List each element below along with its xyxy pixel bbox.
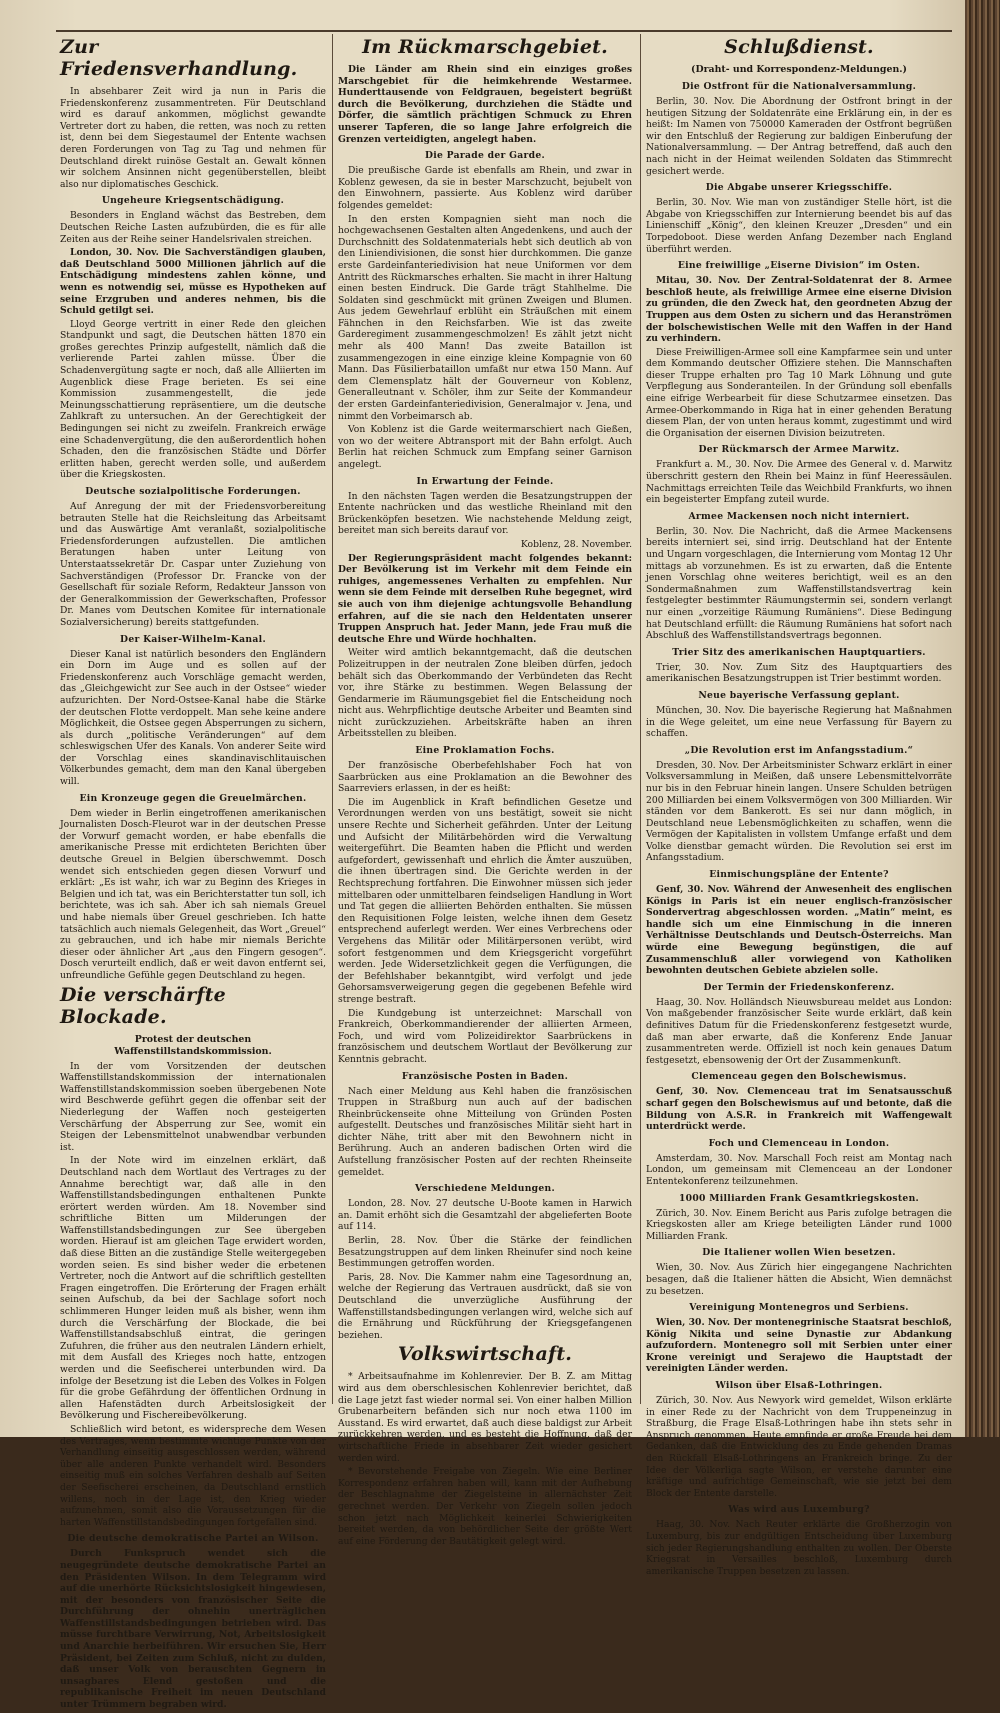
- article-paragraph: München, 30. Nov. Die bayerische Regierung hat Maßnahmen in die Wege geleitet, um eine neue Verfassung für Bayern zu schaffen.: [646, 704, 952, 740]
- section-heading: Der Termin der Friedenskonferenz.: [703, 981, 895, 993]
- article-paragraph: London, 28. Nov. 27 deutsche U-Boote kamen in Harwich an. Damit erhöht sich die Gesamtzahl der abgelieferten Boote auf 114.: [338, 1198, 632, 1233]
- section-heading: Was wird aus Luxemburg?: [728, 1504, 870, 1516]
- article-paragraph: Berlin, 30. Nov. Die Nachricht, daß die Armee Mackensens bereits interniert sei, sind irrig. Deutschland hat der Entente und Ungarn vorgeschlagen, die Internierung vom Montag 12 Uhr mittags ab vorzunehmen. Es ist zu erwarten, daß die Entente jenen Vorschlag ohne weiteres berichtigt, weil es an den Sondermaßnahmen zum Waffenstillstandsvertrag kein festgelegter bestimmter Räumungstermin sei, sondern verlangt nur einen „vorzeitige Räumung Rumäniens“. Diese Bedingung hat Deutschland erfüllt: die Räumung Rumäniens hat sofort nach Abschluß des Waffenstillstandsvertrags begonnen.: [646, 525, 952, 642]
- section-heading: Einmischungspläne der Entente?: [709, 869, 889, 881]
- article-paragraph: In den nächsten Tagen werden die Besatzungstruppen der Entente nachrücken und das westliche Rheinland mit den Brückenköpfen besetzen. Wie nachstehende Meldung zeigt, bereitet man sich bereits darauf vor.: [338, 490, 632, 537]
- article-paragraph: Schließlich wird betont, es widerspreche dem Wesen des Vertrages, wenn bestimmte wichtige Punkte von der Verhandlung einseitig ausgeschlossen werden, während über alle anderen Punkte verhandelt wird. Besonders einseitig muß ein solches Verfahren deshalb auf Seiten der Seefischerei erscheinen, da Deutschland ernstlich willens, noch in der Lage ist, den Krieg wieder aufzunehmen, somit also die Voraussetzungen für die harten Waffenstillstandsbedingungen fortgefallen sind.: [60, 1423, 326, 1528]
- article-paragraph: Wien, 30. Nov. Der montenegrinische Staatsrat beschloß, König Nikita und seine Dynastie zur Abdankung aufzufordern. Montenegro soll mit Serbien unter einer Krone vereinigt und Serajewo die Hauptstadt der vereinigten Länder werden.: [646, 1317, 952, 1375]
- section-heading: Trier Sitz des amerikanischen Hauptquartiers.: [672, 646, 926, 658]
- article-paragraph: In der Note wird im einzelnen erklärt, daß Deutschland nach dem Wortlaut des Vertrages zu der Annahme berechtigt war, daß alle in den Waffenstillstandsbedingungen enthaltenen Punkte erörtert werden würden. Am 18. November sind schriftliche Bitten um Milderungen der Waffenstillstandsbedingungen zur See übergeben worden. Hierauf ist am gleichen Tage erwidert worden, daß diese Bitten an die zuständige Stelle weitergegeben worden seien. Es sind bisher weder die erbetenen Vertreter, noch die Antwort auf die schriftlich gestellten Fragen eingetroffen. Die Erörterung der Fragen erhält seinen Aufschub, da bei der Sachlage sofort noch schlimmeren Hunger leiden muß als bisher, wenn ihm durch die Verschärfung der Blockade, die bei Waffenstillstandsabschluß eintrat, die geringen Zufuhren, die früher aus den neutralen Ländern erhielt, mit dem Ausfall des Krieges noch hatte, entzogen werden und die Seefischerei unterbunden wird. Da infolge der Besetzung ist die Leben des Volkes in Folgen für die grobe Gefährdung der öffentlichen Ordnung in allen Hafenstädten durch Arbeitslosigkeit der Bevölkerung und Fischereibevölkerung.: [60, 1155, 326, 1422]
- section-heading: Clemenceau gegen den Bolschewismus.: [691, 1071, 907, 1083]
- article-paragraph: Amsterdam, 30. Nov. Marschall Foch reist am Montag nach London, um gemeinsam mit Clemenceau an der Londoner Ententekonferenz teilzunehmen.: [646, 1152, 952, 1187]
- section-heading: Vereinigung Montenegros und Serbiens.: [689, 1302, 909, 1314]
- article-paragraph: Berlin, 30. Nov. Die Abordnung der Ostfront bringt in der heutigen Sitzung der Soldatenräte eine Erklärung ein, in der es heißt: Im Namen von 750000 Kameraden der Ostfront begrüßen wir den Entschluß der Regierung zur baldigen Einberufung der Nationalversammlung. — Der Antrag betreffend, daß auch den nach nicht in der Heimat weilenden Soldaten das Stimmrecht gesichert werde.: [646, 96, 952, 177]
- article-paragraph: Die Kundgebung ist unterzeichnet: Marschall von Frankreich, Oberkommandierender der alliierten Armeen, Foch, und wird vom Polizeidirektor Saarbrückens in französischem und deutschem Wortlaut der Bevölkerung zur Kenntnis gebracht.: [338, 1007, 632, 1065]
- article-paragraph: Frankfurt a. M., 30. Nov. Die Armee des General v. d. Marwitz überschritt gestern den Rhein bei Mainz in fünf Heeressäulen. Nachmittags erreichten Teile das Weichbild Frankfurts, wo ihnen ein begeisterter Empfang zuteil wurde.: [646, 459, 952, 506]
- section-heading: Eine Proklamation Fochs.: [415, 745, 555, 757]
- article-subheadline: Protest der deutschen Waffenstillstandskommission.: [114, 1033, 272, 1057]
- article-paragraph: Berlin, 30. Nov. Wie man von zuständiger Stelle hört, ist die Abgabe von Kriegsschiffen zur Internierung beendet bis auf das Linienschiff „König“, den kleinen Kreuzer „Dresden“ und ein Torpedoboot. Diese werden Anfang Dezember nach England überführt werden.: [646, 197, 952, 255]
- column-rule: [640, 34, 641, 1404]
- article-paragraph: Zürich, 30. Nov. Einem Bericht aus Paris zufolge betragen die Kriegskosten aller am Kriege beteiligten Länder rund 1000 Milliarden Frank.: [646, 1207, 952, 1242]
- article-subheadline: (Draht- und Korrespondenz-Meldungen.): [691, 64, 907, 75]
- section-heading: Ein Kronzeuge gegen die Greuelmärchen.: [79, 792, 307, 804]
- article-paragraph: Berlin, 28. Nov. Über die Stärke der feindlichen Besatzungstruppen auf dem linken Rheinufer sind noch keine Bestimmungen getroffen worden.: [338, 1235, 632, 1270]
- section-heading: Die Parade der Garde.: [424, 150, 546, 162]
- article-paragraph: Besonders in England wächst das Bestreben, dem Deutschen Reiche Lasten aufzubürden, die es für alle Zeiten aus der Reihe seiner Handelsrivalen streichen.: [60, 210, 326, 245]
- page-edge: [965, 0, 1000, 1437]
- article-paragraph: Die preußische Garde ist ebenfalls am Rhein, und zwar in Koblenz gewesen, da sie in bester Marschzucht, bejubelt von den Einwohnern, passierte. Aus Koblenz wird darüber folgendes gemeldet:: [338, 165, 632, 211]
- section-heading: Der Kaiser-Wilhelm-Kanal.: [120, 633, 266, 645]
- column-left: [60, 34, 326, 1713]
- section-heading: Die Ostfront für die Nationalversammlung.: [681, 81, 917, 92]
- section-heading: 1000 Milliarden Frank Gesamtkriegskosten.: [678, 1192, 920, 1204]
- article-paragraph: Haag, 30. Nov. Nach Reuter erklärte die Großherzogin von Luxemburg, bis zur endgültigen Entscheidung über Luxemburg sich jeder Regierungshandlung enthalten zu wollen. Der Oberste Kriegsrat in Versailles beschloß, Luxemburg durch amerikanische Truppen besetzen zu lassen.: [646, 1519, 952, 1577]
- article-paragraph: * Arbeitsaufnahme im Kohlenrevier. Der B. Z. am Mittag wird aus dem oberschlesischen Kohlenrevier berichtet, daß die Lage jetzt fast wieder normal sei. Von einer halben Million Grubenarbeitern befänden sich nur noch etwa 1100 im Ausstand. Es wird erwartet, daß auch diese baldigst zur Arbeit zurückkehren werden, und es besteht die Hoffnung, daß der wirtschaftliche Friede in absehbarer Zeit wieder gesichert werden wird.: [338, 1371, 632, 1464]
- article-headline: Volkswirtschaft.: [397, 1343, 573, 1366]
- article-paragraph: Lloyd George vertritt in einer Rede den gleichen Standpunkt und sagt, die Deutschen hätten 1870 ein großes gerechtes Prinzip aufgestellt, nämlich daß die verlierende Partei zahlen müsse. Über die Schadenvergütung sagte er noch, daß alle Alliierten im Augenblick diese Frage berieten. Es sei eine Kommission zusammengestellt, die jede Meinungsschattierung repräsentiere, um die deutsche Zahlkraft zu untersuchen. An der Gerechtigkeit der Bedingungen sei nicht zu zweifeln. Frankreich erwäge eine Schadenvergütung, die den außerordentlich hohen Schaden, den die französischen Städte und Dörfer erlitten haben, gerecht werden solle, und außerdem über die Kriegskosten.: [60, 318, 326, 481]
- section-heading: Die deutsche demokratische Partei an Wilson.: [67, 1533, 319, 1545]
- column-middle: [338, 34, 632, 1549]
- article-paragraph: Dieser Kanal ist natürlich besonders den Engländern ein Dorn im Auge und es sollen auf der Friedenskonferenz auch Vorschläge gemacht werden, das „Gleichgewicht zur See auch in der Ostsee“ wieder aufzurichten. Der Nord-Ostsee-Kanal habe die Stärke der deutschen Flotte verdoppelt. Man sehe keine andere Möglichkeit, die Ostsee gegen Absperrungen zu sichern, als durch „politische Veränderungen“ auf dem schleswigschen Ufer des Kanals. Von anderer Seite wird der Vorschlag eines skandinavischlitauischen Völkerbundes gemacht, dem man den Kanal übergeben will.: [60, 648, 326, 788]
- article-paragraph: * Bevorstehende Freigabe von Ziegeln. Wie eine Berliner Korrespondenz erfahren haben will, kann mit der Aufhebung der Beschlagnahme der Ziegelsteine in allernächster Zeit gerechnet werden. Der Verkehr von Ziegeln sollen jedoch schon jetzt nach Möglichkeit keinerlei Schwierigkeiten bereitet werden, da von behördlicher Seite der größte Wert auf eine Förderung der Bautätigkeit gelegt wird.: [338, 1466, 632, 1547]
- dateline: Koblenz, 28. November.: [520, 538, 632, 550]
- section-heading: Französische Posten in Baden.: [401, 1070, 569, 1082]
- section-heading: Der Rückmarsch der Armee Marwitz.: [698, 444, 900, 456]
- section-heading: Ungeheure Kriegsentschädigung.: [101, 195, 285, 207]
- article-paragraph: Der Regierungspräsident macht folgendes bekannt: Der Bevölkerung ist im Verkehr mit dem Feinde ein ruhiges, angemessenes Verhalten zu empfehlen. Nur wenn sie dem Feinde mit derselben Ruhe begegnet, wird sie auch von ihm diejenige achtungsvolle Behandlung erfahren, auf die sie nach den Heldentaten unserer Truppen Anspruch hat. Jeder Mann, jede Frau muß die deutsche Ehre und Würde hochhalten.: [338, 552, 632, 645]
- article-headline: Die verschärfte Blockade.: [60, 983, 226, 1028]
- article-paragraph: Genf, 30. Nov. Clemenceau trat im Senatsausschuß scharf gegen den Bolschewismus auf und betonte, daß die Bildung von A.S.R. in Frankreich mit Waffengewalt unterdrückt werde.: [646, 1086, 952, 1133]
- article-paragraph: London, 30. Nov. Die Sachverständigen glauben, daß Deutschland 5000 Millionen jährlich auf die Entschädigung mindestens zahlen könne, und wenn es notwendig sei, müsse es Hypotheken auf seine Erzgruben und anderes nehmen, bis die Schuld getilgt sei.: [60, 247, 326, 317]
- article-headline: Zur Friedensverhandlung.: [60, 36, 298, 80]
- article-paragraph: Zürich, 30. Nov. Aus Newyork wird gemeldet, Wilson erklärte in einer Rede zu der Nachricht von dem Truppeneinzug in Straßburg, die Frage Elsaß-Lothringen habe ihn stets sehr in Anspruch genommen. Heute empfinde er große Freude bei dem Gedanken, daß die Entwicklung des zu Ende gehenden Dramas den Rückfall Elsaß-Lothringens an Frankreich bringe. Zu der Idee der Völkerliga sagte Wilson, er verstehe darunter eine kräftige und aufrichtige Gemeinschaft, wie sie jetzt bei dem Block der Entente darstelle.: [646, 1395, 952, 1499]
- article-paragraph: Nach einer Meldung aus Kehl haben die französischen Truppen in Straßburg nun auch auf der badischen Rheinbrückenseite ohne Mitteilung von Gründen Posten aufgestellt. Deutsches und französisches Militär sieht hart in dichter Nähe, tritt aber mit den Bewohnern nicht in Berührung. Auch an anderen badischen Orten wird die Aufstellung französischer Posten auf der rechten Rheinseite gemeldet.: [338, 1085, 632, 1178]
- article-paragraph: In absehbarer Zeit wird ja nun in Paris die Friedenskonferenz zusammentreten. Für Deutschland wird es darauf ankommen, möglichst gewandte Vertreter dort zu haben, die retten, was noch zu retten ist, denn bei dem Siegestaumel der Entente wachsen deren Forderungen von Tag zu Tag und nehmen für Deutschland direkt ruinöse Gestalt an. Gewalt können wir solchem Ansinnen nicht gegenüberstellen, bleibt also nur diplomatisches Geschick.: [60, 86, 326, 190]
- article-paragraph: Die im Augenblick in Kraft befindlichen Gesetze und Verordnungen werden von uns bestätigt, soweit sie nicht unsere Rechte und Sicherheit gefährden. Unter der Leitung und Aufsicht der Militärbehörden wird die Verwaltung weitergeführt. Die Beamten haben die Pflicht und werden aufgefordert, gewissenhaft und ehrlich die Ämter auszuüben, die ihnen übertragen sind. Die Gerichte werden in der Rechtsprechung fortfahren. Die Einwohner müssen sich jeder mittelbaren oder unmittelbaren feindseligen Handlung in Wort und Tat gegen die alliierten Behörden enthalten. Sie müssen den Requisitionen Folge leisten, welche ihnen dem Gesetz entsprechend auferlegt werden. Wer eines Verbrechens oder Vergehens das Militär oder Militärpersonen verübt, wird sofort festgenommen und dem Kriegsgericht vorgeführt werden. Jede Widersetzlichkeit gegen die Verfügungen, die der Befehlshaber bekanntgibt, wird verfolgt und jede Gehorsamsverweigerung gegen die gegebenen Befehle wird strenge bestraft.: [338, 796, 632, 1005]
- column-rule: [332, 34, 333, 1404]
- article-paragraph: Auf Anregung der mit der Friedensvorbereitung betrauten Stelle hat die Reichsleitung das Arbeitsamt und das Auswärtige Amt veranlaßt, sozialpolitische Friedensforderungen aufzustellen. Die amtlichen Beratungen haben unter Leitung von Unterstaatssekretär Dr. Caspar unter Zuziehung von Sachverständigen (Professor Dr. Francke von der Gesellschaft für soziale Reform, Redakteur Jansson von der Generalkommission der Gewerkschaften, Professor Dr. Manes vom Deutschen Komitee für internationale Sozialversicherung) bereits stattgefunden.: [60, 501, 326, 628]
- section-heading: Armee Mackensen noch nicht interniert.: [688, 510, 910, 522]
- section-heading: Die Abgabe unserer Kriegsschiffe.: [705, 182, 893, 194]
- article-paragraph: Wien, 30. Nov. Aus Zürich hier eingegangene Nachrichten besagen, daß die Italiener hätten die Absicht, Wien demnächst zu besetzen.: [646, 1262, 952, 1297]
- article-paragraph: Der französische Oberbefehlshaber Foch hat von Saarbrücken aus eine Proklamation an die Bewohner des Saarreviers erlassen, in der es heißt:: [338, 760, 632, 795]
- section-heading: In Erwartung der Feinde.: [416, 475, 554, 487]
- section-heading: Foch und Clemenceau in London.: [708, 1137, 890, 1149]
- section-heading: Deutsche sozialpolitische Forderungen.: [85, 486, 301, 497]
- article-paragraph: Paris, 28. Nov. Die Kammer nahm eine Tagesordnung an, welche der Regierung das Vertrauen ausdrückt, daß sie von Deutschland die unverzügliche Ausführung der Waffenstillstandsbedingungen verlangen wird, welche sich auf die Ernährung und Rückführung der Kriegsgefangenen beziehen.: [338, 1271, 632, 1341]
- article-paragraph: In der vom Vorsitzenden der deutschen Waffenstillstandskommission der internationalen Waffenstillstandskommission soeben übergebenen Note wird Beschwerde geführt gegen die offenbar seit der Niederlegung der Waffen noch gesteigerten Verschärfung der Absperrung zur See, womit ein Steigen der Lebensmittelnot unabwendbar verbunden ist.: [60, 1060, 326, 1153]
- section-heading: Neue bayerische Verfassung geplant.: [698, 689, 900, 701]
- article-paragraph: Dresden, 30. Nov. Der Arbeitsminister Schwarz erklärt in einer Volksversammlung in Meißen, daß unsere Lebensmittelvorräte nur bis in den Februar hinein langen. Unsere Schulden betrügen 200 Milliarden bei einem Volksvermögen von 300 Milliarden. Wir ständen vor dem Bankerott. Es sei nur dann möglich, in Deutschland neue Lebensmöglichkeiten zu schaffen, wenn die Vermögen der Kapitalisten in vollstem Umfange erfaßt und dem Volke dienstbar gemacht würden. Die Revolution sei erst im Anfangsstadium.: [646, 759, 952, 864]
- article-paragraph: Diese Freiwilligen-Armee soll eine Kampfarmee sein und unter dem Kommando deutscher Offiziere stehen. Die Mannschaften dieser Truppe erhalten pro Tag 10 Mark Löhnung und gute Verpflegung aus Sonderanteilen. In der Gründung soll ebenfalls eine eifrige Werbearbeit für diese Schutzarmee einsetzen. Das Armee-Oberkommando in Riga hat in einer gehenden Beratung diesem Plan, der von unten heraus kommt, zugestimmt und wird die Organisation der eisernen Division beizutreten.: [646, 346, 952, 439]
- article-paragraph: In den ersten Kompagnien sieht man noch die hochgewachsenen Gestalten alten Angedenkens, und auch der Durchschnitt des Soldatenmaterials hebt sich deutlich ab von den Liniendivisionen, die sonst hier durchkommen. Die ganze erste Gardeinfanteriedivision hat neue Uniformen vor dem Antritt des Rückmarsches erhalten. Sie macht in ihrer Haltung einen besten Eindruck. Die Garde trägt Stahlhelme. Die Soldaten sind geschmückt mit grünen Zweigen und Blumen. Aus jedem Gewehrlauf erblüht ein Sträußchen mit einem Fähnchen in den Reichsfarben. Wie ist das zweite Garderegiment zusammengeschmolzen! Es zählt jetzt nicht mehr als 400 Mann! Das zweite Bataillon ist zusammengezogen in eine einzige kleine Kompagnie von 60 Mann. Das Füsilierbataillon umfaßt nur etwa 150 Mann. Auf dem Clemensplatz hält der Gouverneur von Koblenz, Generalleutnant v. Schöler, ihm zur Seite der Kommandeur der ersten Gardeinfanteriedivision, Generalmajor v. Jena, und nimmt den Vorbeimarsch ab.: [338, 213, 632, 422]
- article-paragraph: Genf, 30. Nov. Während der Anwesenheit des englischen Königs in Paris ist ein neuer englisch-französischer Sondervertrag abgeschlossen worden. „Matin“ meint, es handle sich um eine Einmischung in die inneren Verhältnisse Deutschlands und Deutsch-Österreichs. Man würde eine Bewegung begünstigen, die auf Zusammenschluß aller vorwiegend von Katholiken bewohnten deutschen Gebiete abzielen solle.: [646, 884, 952, 977]
- article-headline: Im Rückmarschgebiet.: [362, 36, 608, 58]
- section-heading: Wilson über Elsaß-Lothringen.: [715, 1380, 883, 1392]
- section-heading: Eine freiwillige „Eiserne Division“ im Osten.: [677, 260, 921, 272]
- top-rule: [56, 30, 952, 32]
- article-paragraph: Trier, 30. Nov. Zum Sitz des Hauptquartiers des amerikanischen Besatzungstruppen ist Trier bestimmt worden.: [646, 661, 952, 685]
- article-paragraph: Dem wieder in Berlin eingetroffenen amerikanischen Journalisten Dosch-Fleurot war in der deutschen Presse der Vorwurf gemacht worden, er habe ebenfalls die amerikanische Presse mit erdichteten Berichten über deutsche Greuel in Belgien überschwemmt. Dosch wendet sich entschieden gegen diesen Vorwurf und erklärt: „Es ist wahr, ich war zu Beginn des Krieges in Belgien und ich tat, was ein Berichterstatter tun soll, ich berichtete, was ich sah. Aber ich sah niemals Greuel und habe niemals über Greuel geschrieben. Ich hatte tatsächlich auch niemals Gelegenheit, das Wort „Greuel“ zu gebrauchen, und ich habe mir niemals Berichte dieser oder ähnlicher Art „aus den Fingern gesogen“. Dosch verurteilt endlich, daß er weit davon entfernt sei, unfreundliche Gefühle gegen Deutschland zu hegen.: [60, 807, 326, 981]
- article-paragraph: Haag, 30. Nov. Holländsch Nieuwsbureau meldet aus London: Von maßgebender französischer Seite wurde erklärt, daß kein definitives Datum für die Friedenskonferenz festgesetzt wurde, daß man aber erwarte, daß die Konferenz Ende Januar zusammentreten werde. Offiziell ist noch kein genaues Datum festgesetzt, ebensowenig der Ort der Zusammenkunft.: [646, 996, 952, 1066]
- section-heading: „Die Revolution erst im Anfangsstadium.“: [684, 744, 914, 756]
- section-heading: Verschiedene Meldungen.: [414, 1183, 556, 1195]
- article-headline: Schlußdienst.: [724, 36, 874, 58]
- article-paragraph: Mitau, 30. Nov. Der Zentral-Soldatenrat der 8. Armee beschloß heute, als freiwillige Armee eine eiserne Division zu gründen, die den Zweck hat, den geordneten Abzug der Truppen aus dem Osten zu sichern und das Heranströmen der bolschewistischen Welle mit den Waffen in der Hand zu verhindern.: [646, 275, 952, 345]
- article-paragraph: Durch Funkspruch wendet sich die neugegründete deutsche demokratische Partei an den Präsidenten Wilson. In dem Telegramm wird auf die unerhörte Rücksichtslosigkeit hingewiesen, mit der besonders von französischer Seite die Durchführung der ohnehin unerträglichen Waffenstillstandsbedingungen betrieben wird. Das müsse furchtbare Verwirrung, Not, Arbeitslosigkeit und Anarchie herbeiführen. Wir ersuchen Sie, Herr Präsident, bei Zeiten zum Schluß, nicht zu dulden, daß unser Volk von berauschten Gegnern in unsagbares Elend gestoßen und die republikanische Freiheit im neuen Deutschland unter Trümmern begraben wird.: [60, 1548, 326, 1711]
- article-paragraph: Von Koblenz ist die Garde weitermarschiert nach Gießen, von wo der weitere Abtransport mit der Bahn erfolgt. Auch Berlin hat reichen Schmuck zum Empfang seiner Garnison angelegt.: [338, 424, 632, 470]
- section-heading: Die Italiener wollen Wien besetzen.: [702, 1247, 896, 1259]
- article-paragraph: Weiter wird amtlich bekanntgemacht, daß die deutschen Polizeitruppen in der neutralen Zone bleiben dürfen, jedoch behält sich das Oberkommando der Verbündeten das Recht vor, ihre Stärke zu bestimmen. Wegen Belassung der Gendarmerie im Räumungsgebiet fiel die Entscheidung noch nicht aus. Wehrpflichtige deutsche Arbeiter und Beamten sind nicht zurückzuziehen. Arbeitskräfte haben an ihren Arbeitsstellen zu bleiben.: [338, 647, 632, 740]
- column-right: [646, 34, 952, 1579]
- article-paragraph: Die Länder am Rhein sind ein einziges großes Marschgebiet für die heimkehrende Westarmee. Hunderttausende von Feldgrauen, begeistert begrüßt durch die Bevölkerung, durchziehen die Städte und Dörfer, die sämtlich prächtigen Schmuck zu Ehren unserer Tapferen, die so lange Jahre erfolgreich die Grenzen verteidigten, angelegt haben.: [338, 64, 632, 145]
